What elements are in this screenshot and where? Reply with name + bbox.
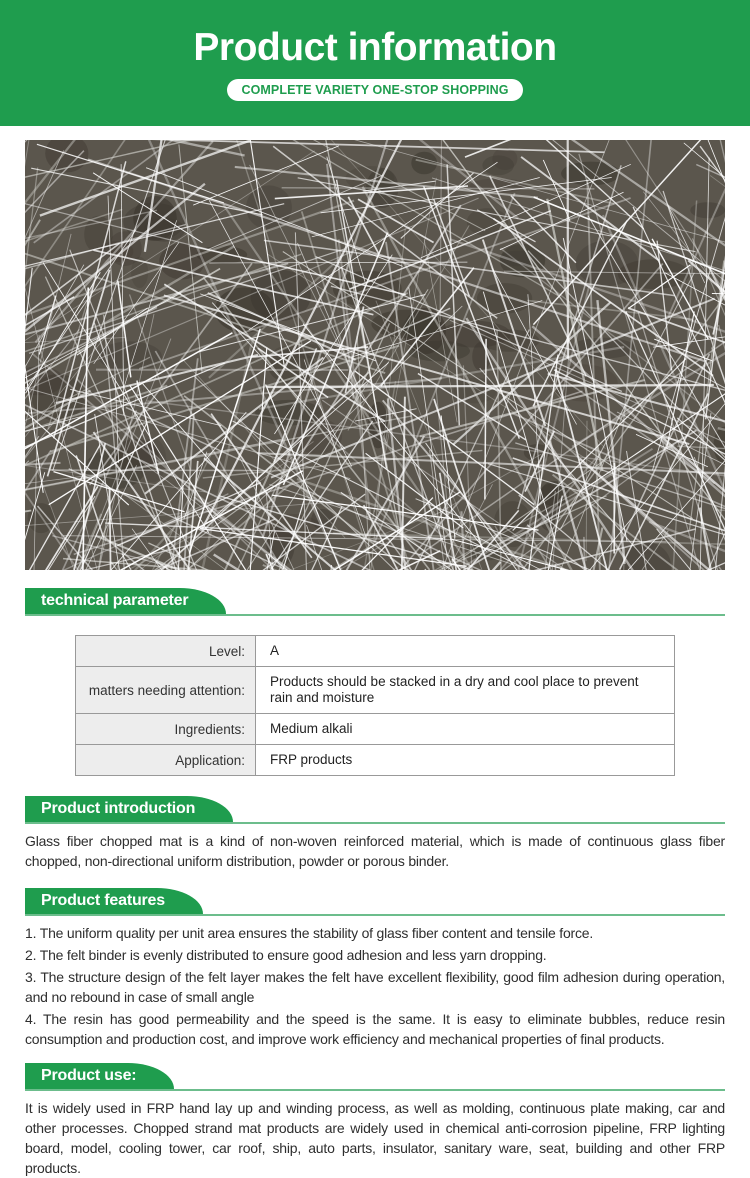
technical-parameter-table — [75, 635, 675, 776]
feature-item: 3. The structure design of the felt layer makes the felt have excellent flexibility, good film adhesion during operation, and no rebound in case of small angle — [25, 967, 725, 1007]
feature-item: 4. The resin has good permeability and the speed is the same. It is easy to eliminate bubbles, reduce resin consumption and production cost, and improve work efficiency and mechanical properties of final products. — [25, 1009, 725, 1049]
table-row — [76, 667, 675, 714]
table-row — [76, 636, 675, 667]
section-heading-product-introduction: Product introduction — [25, 796, 233, 822]
header-banner — [0, 0, 750, 126]
param-value: FRP products — [256, 745, 675, 776]
section-product-use — [0, 1063, 750, 1178]
param-label: Application: — [76, 745, 256, 776]
section-product-features — [0, 888, 750, 1049]
feature-item: 2. The felt binder is evenly distributed to ensure good adhesion and less yarn dropping. — [25, 945, 725, 965]
table-row — [76, 714, 675, 745]
section-heading-product-use: Product use: — [25, 1063, 174, 1089]
feature-item: 1. The uniform quality per unit area ensures the stability of glass fiber content and tensile force. — [25, 923, 725, 943]
section-technical-parameter — [0, 588, 750, 776]
param-label: Level: — [76, 636, 256, 667]
product-introduction-text: Glass fiber chopped mat is a kind of non-woven reinforced material, which is made of continuous glass fiber chopped, non-directional uniform distribution, powder or porous binder. — [25, 831, 725, 871]
section-underline — [25, 1063, 725, 1091]
page-title: Product information — [0, 0, 750, 70]
param-label: Ingredients: — [76, 714, 256, 745]
glass-fiber-mat-image — [25, 140, 725, 570]
header-badge: COMPLETE VARIETY ONE-STOP SHOPPING — [227, 79, 522, 101]
section-underline — [25, 796, 725, 824]
section-underline — [25, 588, 725, 616]
section-heading-product-features: Product features — [25, 888, 203, 914]
product-features-list — [25, 923, 725, 1049]
table-row — [76, 745, 675, 776]
product-photo — [25, 140, 725, 570]
section-product-introduction — [0, 796, 750, 871]
param-label: matters needing attention: — [76, 667, 256, 714]
param-value: Products should be stacked in a dry and cool place to prevent rain and moisture — [256, 667, 675, 714]
section-underline — [25, 888, 725, 916]
param-value: A — [256, 636, 675, 667]
section-heading-technical-parameter: technical parameter — [25, 588, 226, 614]
param-value: Medium alkali — [256, 714, 675, 745]
product-use-text: It is widely used in FRP hand lay up and winding process, as well as molding, continuous plate making, car and other processes. Chopped strand mat products are widely used in chemical anti-corrosion pipeline, FRP lighting board, model, cooling tower, car roof, ship, auto parts, insulator, sanitary ware, seat, building and other FRP products. — [25, 1098, 725, 1178]
